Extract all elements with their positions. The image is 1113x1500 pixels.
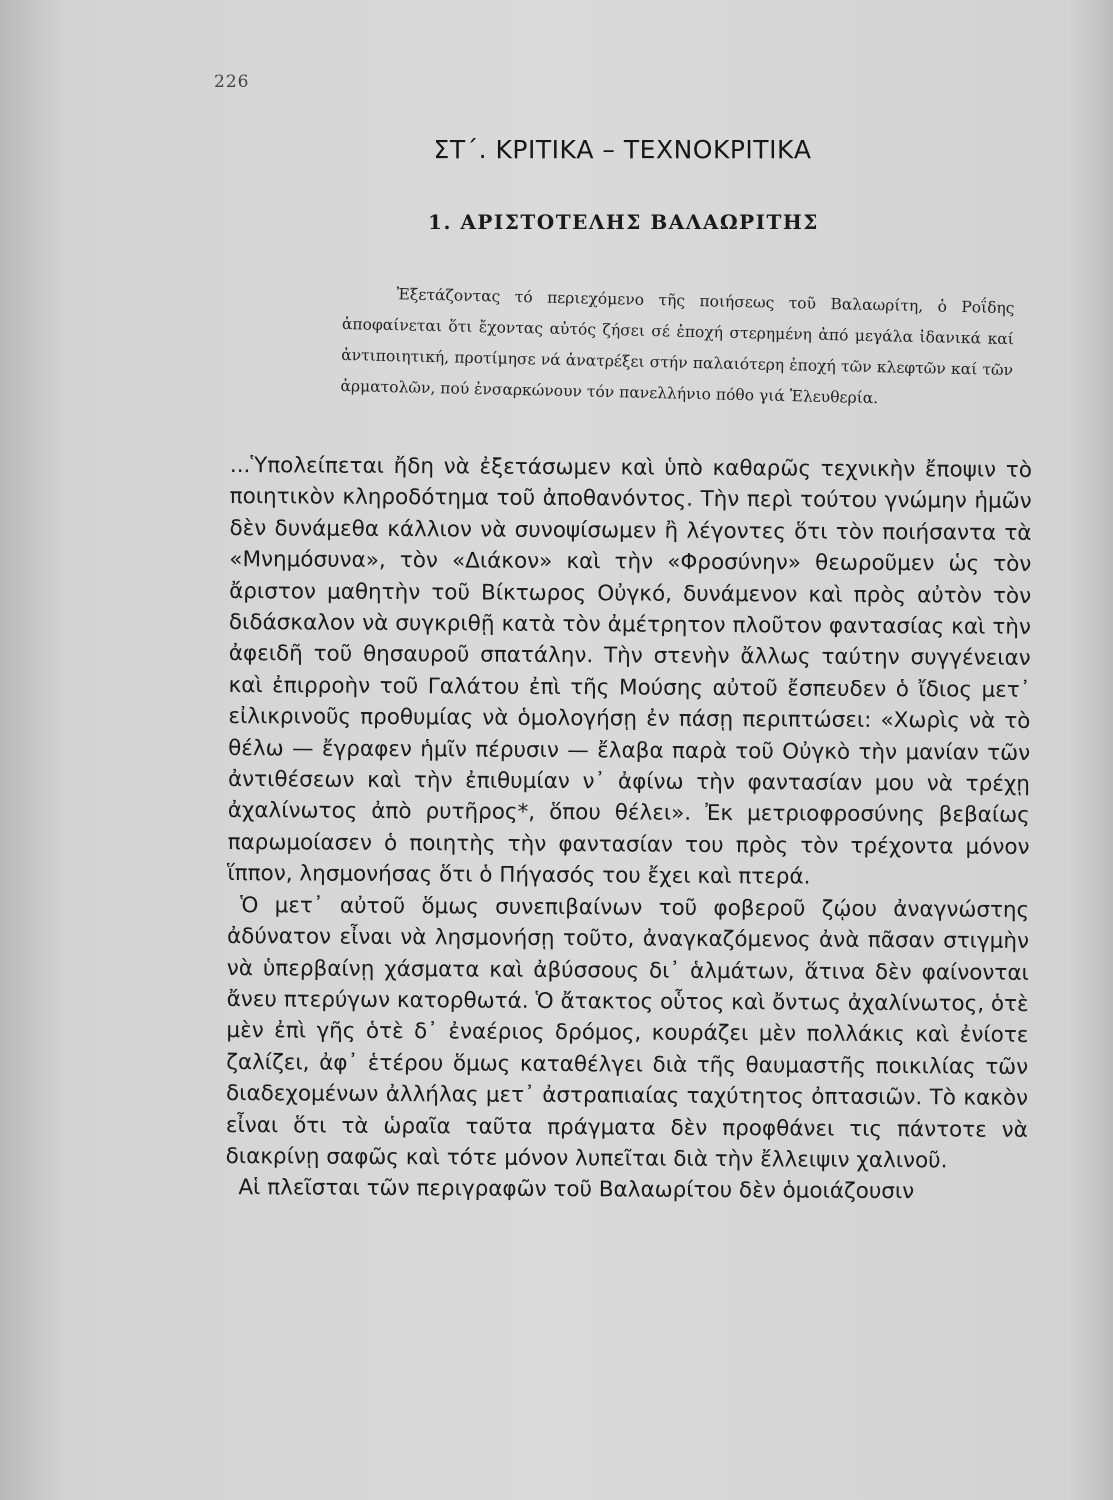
paragraph-3: Αἱ πλεῖσται τῶν περιγραφῶν τοῦ Βαλαωρίτου δὲν ὁμοιάζουσιν [238, 1175, 915, 1205]
paragraph-1: ...Ὑπολείπεται ἤδη νὰ ἐξετάσωμεν καὶ ὑπὸ καθαρῶς τεχνικὴν ἔποψιν τὸ ποιητικὸν κληροδότημα τοῦ ἀποθανόντος. Τὴν περὶ τούτου γνώμην ἡμῶν δὲν δυνάμεθα κάλλιον νὰ συνοψίσωμεν ἢ λέγοντες ὅτι τὸν ποιήσαντα τὰ «Μνημόσυνα», τὸν «Διάκον» καὶ τὴν «Φροσύνην» θεωροῦμεν ὡς τὸν ἄριστον μαθητὴν τοῦ Βίκτωρος Οὐγκό, δυνάμενον καὶ πρὸς αὐτὸν τὸν διδάσκαλον νὰ συγκριθῇ κατὰ τὸν ἀμέτρητον πλοῦτον φαντασίας καὶ τὴν ἀφειδῆ τοῦ θησαυροῦ σπατάλην. Τὴν στενὴν ἄλλως ταύτην συγγένειαν καὶ ἐπιρροὴν τοῦ Γαλάτου ἐπὶ τῆς Μούσης αὐτοῦ ἔσπευδεν ὁ ἴδιος μετ᾽ εἰλικρινοῦς προθυμίας νὰ ὁμολογήσῃ ἐν πάσῃ περιπτώσει: «Χωρὶς νὰ τὸ θέλω — ἔγραφεν ἡμῖν πέρυσιν — ἔλαβα παρὰ τοῦ Οὐγκὸ τὴν μανίαν τῶν ἀντιθέσεων καὶ τὴν ἐπιθυμίαν ν᾽ ἀφίνω τὴν φαντασίαν μου νὰ τρέχῃ ἀχαλίνωτος ἀπὸ ρυτῆρος*, ὅπου θέλει». Ἐκ μετριοφροσύνης βεβαίως παρωμοίασεν ὁ ποιητὴς τὴν φαντασίαν του πρὸς τὸν τρέχοντα μόνον ἵππον, λησμονήσας ὅτι ὁ Πήγασός του ἔχει καὶ πτερά. [227, 452, 1032, 890]
summary-paragraph: Ἐξετάζοντας τό περιεχόμενο τῆς ποιήσεως τοῦ Βαλαωρίτη, ὁ Ροΐδης ἀποφαίνεται ὅτι ἔχοντας αὐτός ζήσει σέ ἐποχή στερημένη ἀπό μεγάλα ἰδανικά καί ἀντιποιητική, προτίμησε νά ἀνατρέξει στήν παλαιότερη ἐποχή τῶν κλεφτῶν καί τῶν ἀρματολῶν, πού ἐνσαρκώνουν τόν πανελλήνιο πόθο γιά Ἐλευθερία. [340, 285, 1015, 408]
editor-summary [340, 278, 1015, 417]
paragraph-2: Ὁ μετ᾽ αὐτοῦ ὅμως συνεπιβαίνων τοῦ φοβεροῦ ζῴου ἀναγνώστης ἀδύνατον εἶναι νὰ λησμονήσῃ τοῦτο, ἀναγκαζόμενος ἀνὰ πᾶσαν στιγμὴν νὰ ὑπερβαίνῃ χάσματα καὶ ἀβύσσους δι᾽ ἁλμάτων, ἅτινα δὲν φαίνονται ἄνευ πτερύγων κατορθωτά. Ὁ ἄτακτος οὗτος καὶ ὄντως ἀχαλίνωτος, ὁτὲ μὲν ἐπὶ γῆς ὁτὲ δ᾽ ἐναέριος δρόμος, κουράζει μὲν πολλάκις καὶ ἐνίοτε ζαλίζει, ἀφ᾽ ἑτέρου ὅμως καταθέλγει διὰ τῆς θαυμαστῆς ποικιλίας τῶν διαδεχομένων ἀλλήλας μετ᾽ ἀστραπιαίας ταχύτητος ὀπτασιῶν. Τὸ κακὸν εἶναι ὅτι τὰ ὡραῖα ταῦτα πράγματα δὲν προφθάνει τις πάντοτε νὰ διακρίνῃ σαφῶς καὶ τότε μόνον λυπεῖται διὰ τὴν ἔλλειψιν χαλινοῦ. [225, 892, 1030, 1174]
quoted-text [225, 450, 1032, 1209]
chapter-title: ΣΤ΄. ΚΡΙΤΙΚΑ – ΤΕΧΝΟΚΡΙΤΙΚΑ [433, 135, 812, 164]
section-title: 1. ΑΡΙΣΤΟΤΕΛΗΣ ΒΑΛΑΩΡΙΤΗΣ [428, 210, 819, 234]
page-number: 226 [214, 72, 250, 92]
